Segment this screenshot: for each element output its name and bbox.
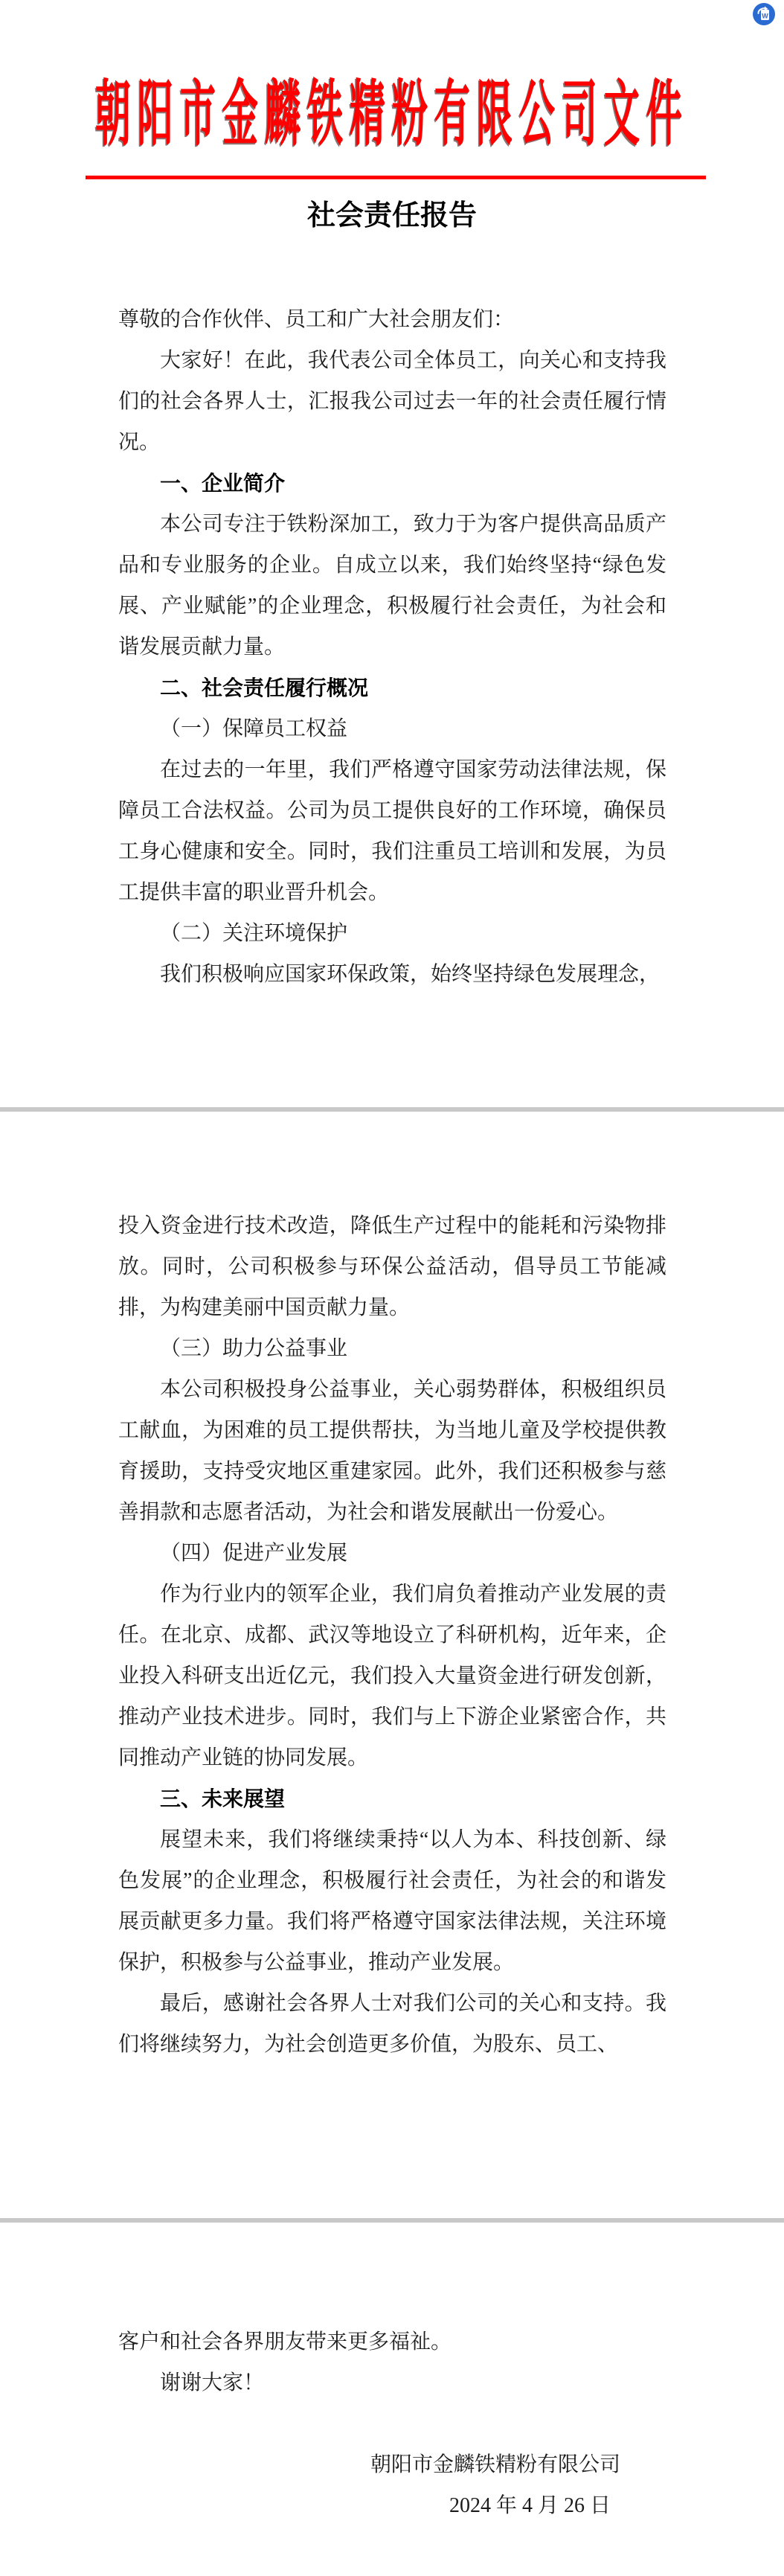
signature-date: 2024 年 4 月 26 日: [449, 2494, 611, 2517]
sub-section-heading: （二）关注环境保护: [160, 922, 348, 945]
paragraph-continued: 客户和社会各界朋友带来更多福祉。: [118, 2330, 452, 2354]
letterhead-title: 朝阳市金麟铁精粉有限公司文件: [95, 74, 689, 154]
convert-to-word-button[interactable]: [753, 3, 775, 25]
sub-section-heading: （一）保障员工权益: [160, 717, 348, 740]
paragraph-continued: 投入资金进行技术改造，降低生产过程中的能耗和污染物排放。同时，公司积极参与环保公益活动，倡导员工节能减排，为构建美丽中国贡献力量。: [118, 1214, 666, 1319]
section-heading: 二、社会责任履行概况: [160, 676, 369, 699]
page-1-content: [118, 299, 666, 1107]
paragraph: 谢谢大家！: [160, 2371, 265, 2394]
signature-company: 朝阳市金麟铁精粉有限公司: [370, 2453, 620, 2476]
paragraph: 大家好！在此，我代表公司全体员工，向关心和支持我们的社会各界人士，汇报我公司过去一年的社会责任履行情况。: [118, 349, 666, 454]
section-heading: 三、未来展望: [160, 1787, 286, 1810]
paragraph: 本公司专注于铁粉深加工，致力于为客户提供高品质产品和专业服务的企业。自成立以来，我们始终坚持“绿色发展、产业赋能”的企业理念，积极履行社会责任，为社会和谐发展贡献力量。: [118, 513, 666, 659]
paragraph: 作为行业内的领军企业，我们肩负着推动产业发展的责任。在北京、成都、武汉等地设立了科研机构，近年来，企业投入科研支出近亿元，我们投入大量资金进行研发创新，推动产业技术进步。同时，我们与上下游企业紧密合作，共同推动产业链的协同发展。: [118, 1583, 666, 1769]
blank-line: [118, 2403, 666, 2444]
sub-section-heading: （四）促进产业发展: [160, 1542, 348, 1565]
page-title: 社会责任报告: [306, 200, 477, 231]
page-3-content: [118, 2322, 666, 2576]
page-gap: [0, 1107, 784, 1112]
sub-section-heading: （三）助力公益事业: [160, 1337, 348, 1360]
red-divider: [86, 176, 706, 179]
section-heading: 一、企业简介: [160, 472, 286, 495]
salutation: 尊敬的合作伙伴、员工和广大社会朋友们：: [118, 308, 515, 331]
svg-text:W: W: [762, 12, 768, 20]
paragraph: 最后，感谢社会各界人士对我们公司的关心和支持。我们将继续努力，为社会创造更多价值，为股东、员工、: [118, 1992, 666, 2056]
paragraph: 在过去的一年里，我们严格遵守国家劳动法律法规，保障员工合法权益。公司为员工提供良好的工作环境，确保员工身心健康和安全。同时，我们注重员工培训和发展，为员工提供丰富的职业晋升机会。: [118, 758, 666, 904]
paragraph: 展望未来，我们将继续秉持“以人为本、科技创新、绿色发展”的企业理念，积极履行社会责任，为社会的和谐发展贡献更多力量。我们将严格遵守国家法律法规，关注环境保护，积极参与公益事业，推动产业发展。: [118, 1828, 666, 1974]
paragraph: 本公司积极投身公益事业，关心弱势群体，积极组织员工献血，为困难的员工提供帮扶，为当地儿童及学校提供教育援助，支持受灾地区重建家园。此外，我们还积极参与慈善捐款和志愿者活动，为社会和谐发展献出一份爱心。: [118, 1378, 666, 1524]
paragraph: 我们积极响应国家环保政策，始终坚持绿色发展理念，: [160, 963, 661, 986]
page-2-content: [118, 1205, 666, 2217]
page-gap: [0, 2218, 784, 2223]
word-document-icon: [753, 3, 775, 25]
